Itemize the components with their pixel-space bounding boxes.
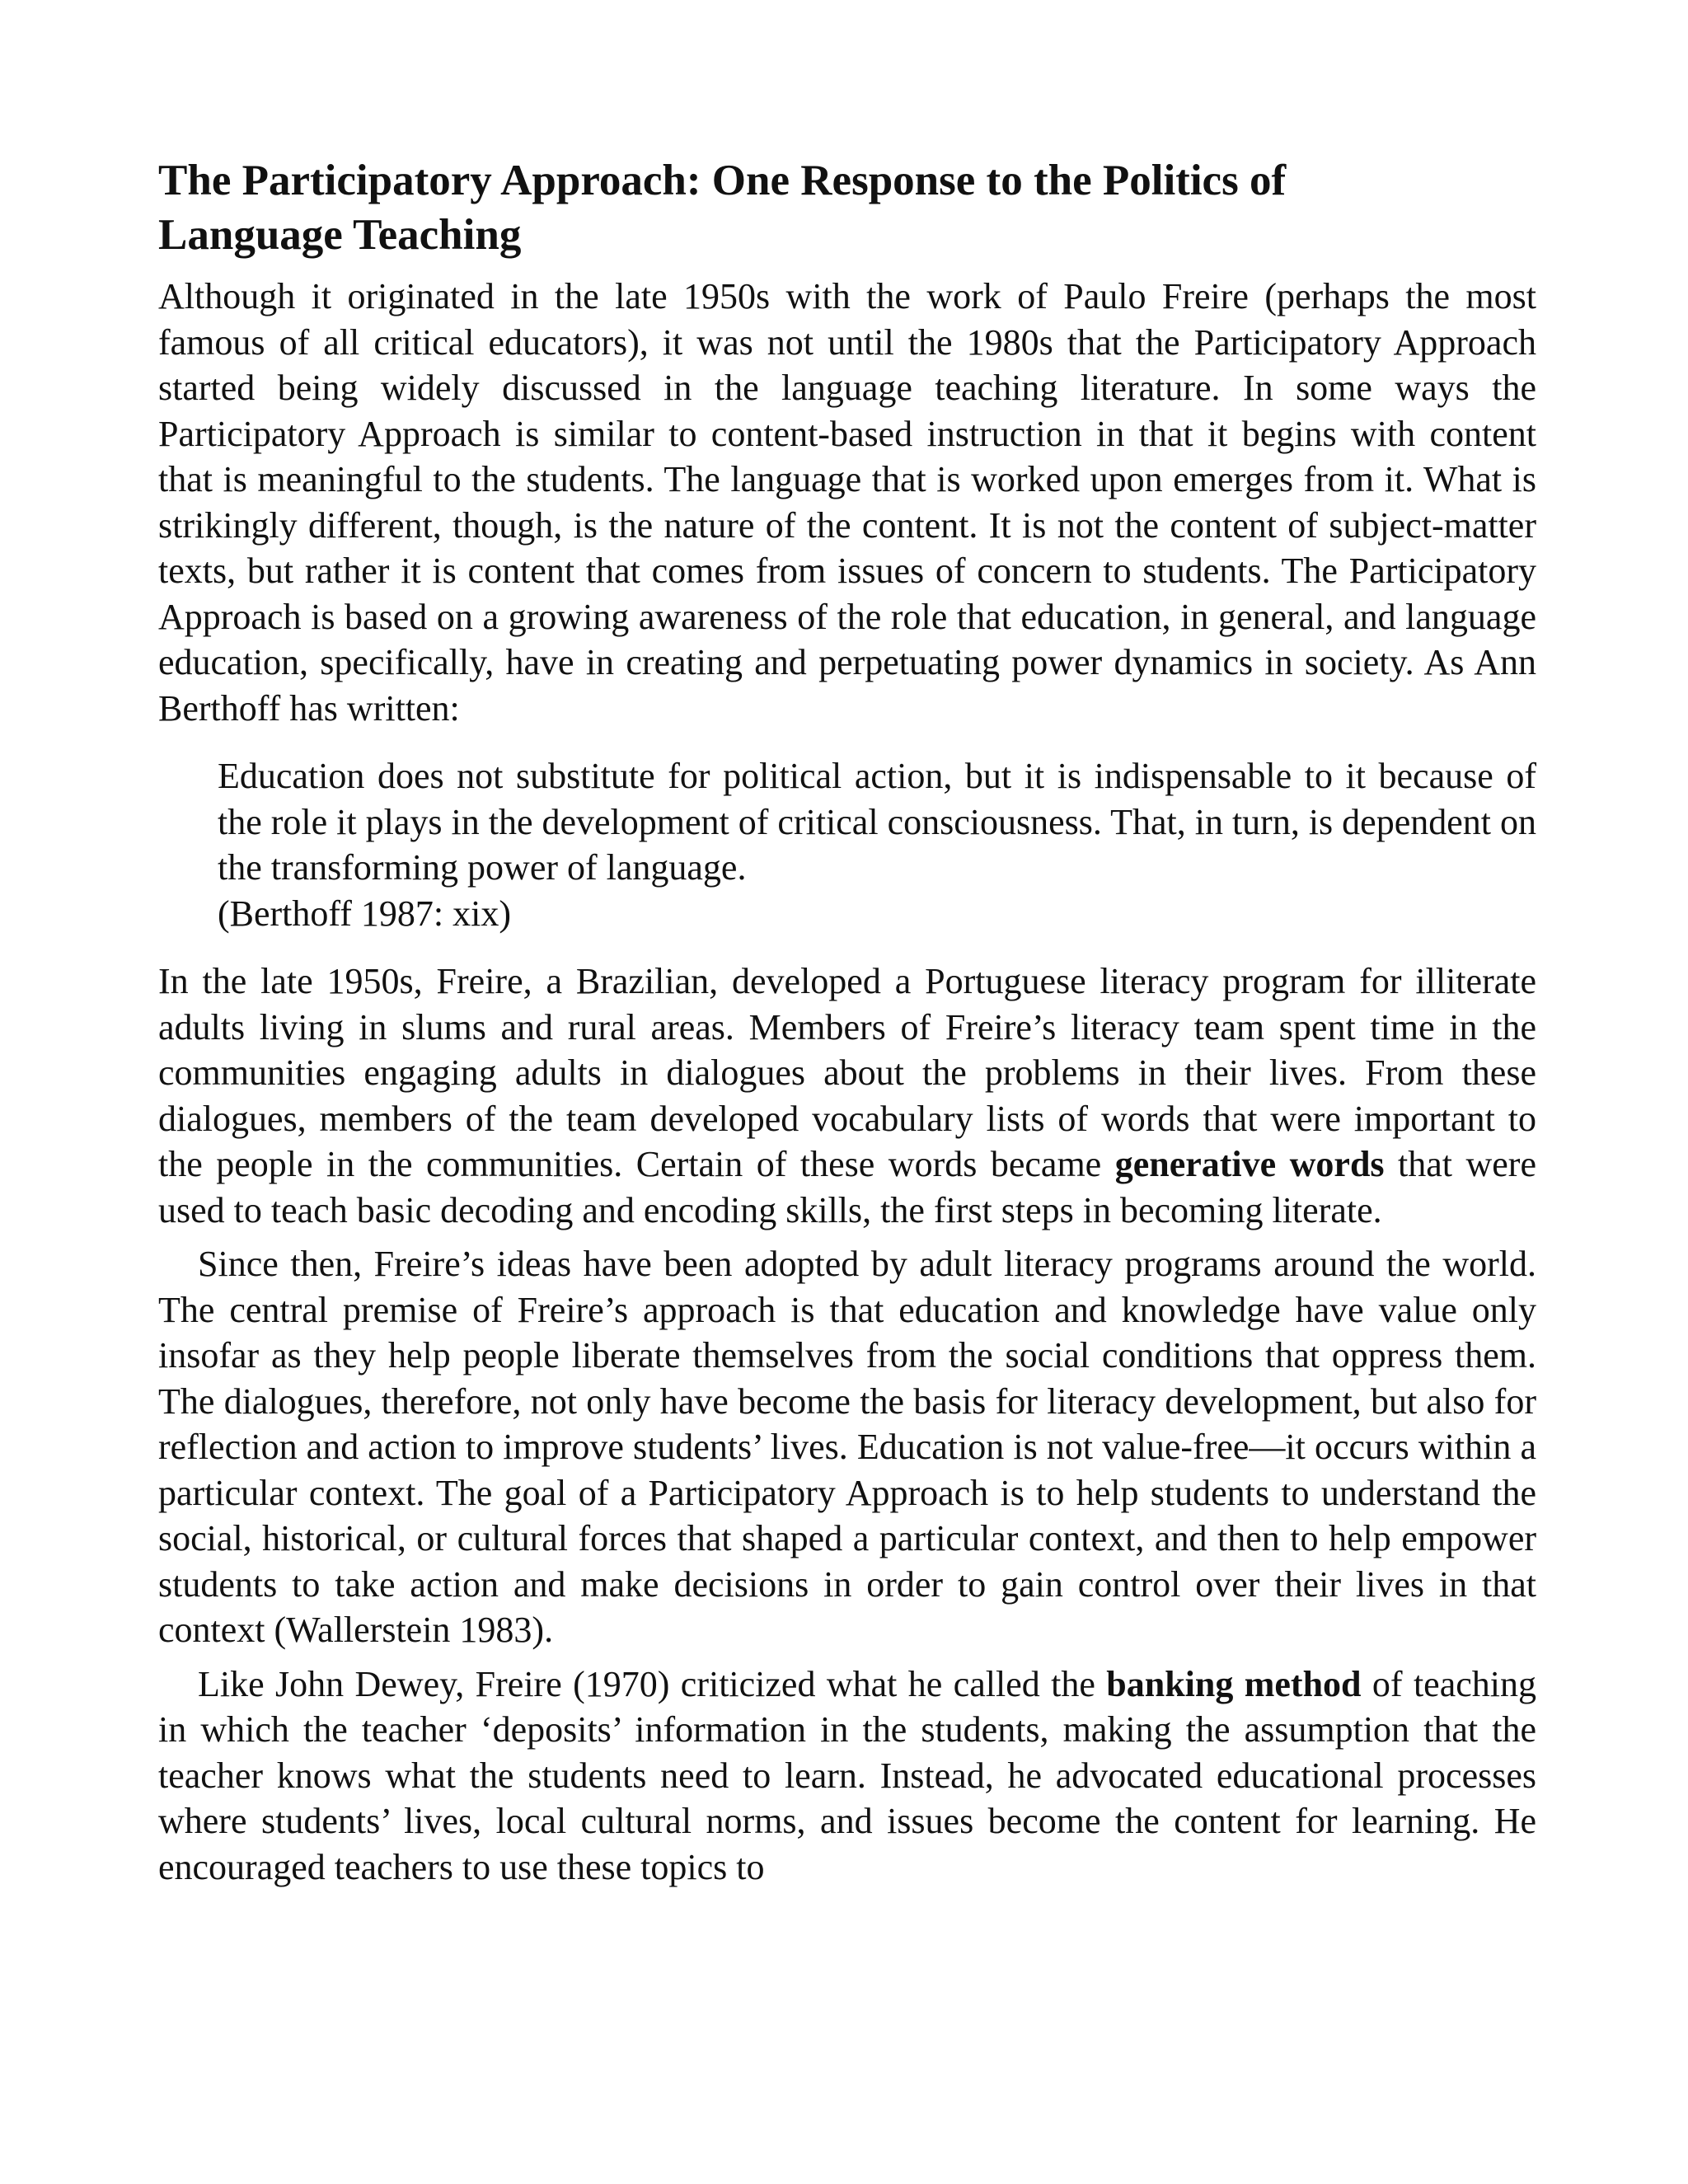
- paragraph-text: that were used to teach basic decoding and encoding skills, the first steps in becoming literate.: [158, 1144, 1536, 1230]
- paragraph-intro: Although it originated in the late 1950s with the work of Paulo Freire (perhaps the most famous of all critical educators), it was not until the 1980s that the Participatory Approach started being widely discussed in the language teaching literature. In some ways the Participatory Approach is similar to content-based instruction in that it begins with content that is meaningful to the students. The language that is worked upon emerges from it. What is strikingly different, though, is the nature of the content. It is not the content of subject-matter texts, but rather it is content that comes from issues of concern to students. The Participatory Approach is based on a growing awareness of the role that education, in general, and language education, specifically, have in creating and perpetuating power dynamics in society. As Ann Berthoff has written:: [158, 276, 1536, 729]
- paragraph-text: Like John Dewey, Freire (1970) criticized what he called the: [198, 1663, 1107, 1704]
- block-quote: [218, 753, 1536, 936]
- paragraph-text: of teaching in which the teacher ‘deposits’ information in the students, making the assumption that the teacher knows what the students need to learn. Instead, he advocated educational processes where students’ lives, local cultural norms, and issues become the content for learning. He encouraged teachers to use these topics to: [158, 1663, 1536, 1887]
- quote-text: Education does not substitute for political action, but it is indispensable to it because of the role it plays in the development of critical consciousness. That, in turn, is dependent on the transforming power of language.: [218, 756, 1536, 888]
- quote-citation: (Berthoff 1987: xix): [218, 893, 512, 934]
- document-page: [158, 153, 1536, 1890]
- paragraph-freire-literacy: [158, 958, 1536, 1233]
- paragraph-text: In the late 1950s, Freire, a Brazilian, developed a Portuguese literacy program for illiterate adults living in slums and rural areas. Members of Freire’s literacy team spent time in the communities engaging adults in dialogues about the problems in their lives. From these dialogues, members of the team developed vocabulary lists of words that were important to the people in the communities. Certain of these words became: [158, 961, 1536, 1184]
- term-banking-method: banking method: [1106, 1663, 1362, 1704]
- paragraph-freire-ideas: Since then, Freire’s ideas have been adopted by adult literacy programs around the world. The central premise of Freire’s approach is that education and knowledge have value only insofar as they help people liberate themselves from the social conditions that oppress them. The dialogues, therefore, not only have become the basis for literacy development, but also for reflection and action to improve students’ lives. Education is not value-free—it occurs within a particular context. The goal of a Participatory Approach is to help students to understand the social, historical, or cultural forces that shaped a particular context, and then to help empower students to take action and make decisions in order to gain control over their lives in that context (Wallerstein 1983).: [158, 1244, 1536, 1650]
- term-generative-words: generative words: [1114, 1144, 1385, 1184]
- paragraph-banking-method: [158, 1661, 1536, 1891]
- section-heading: The Participatory Approach: One Response to the Politics of Language Teaching: [158, 157, 1287, 259]
